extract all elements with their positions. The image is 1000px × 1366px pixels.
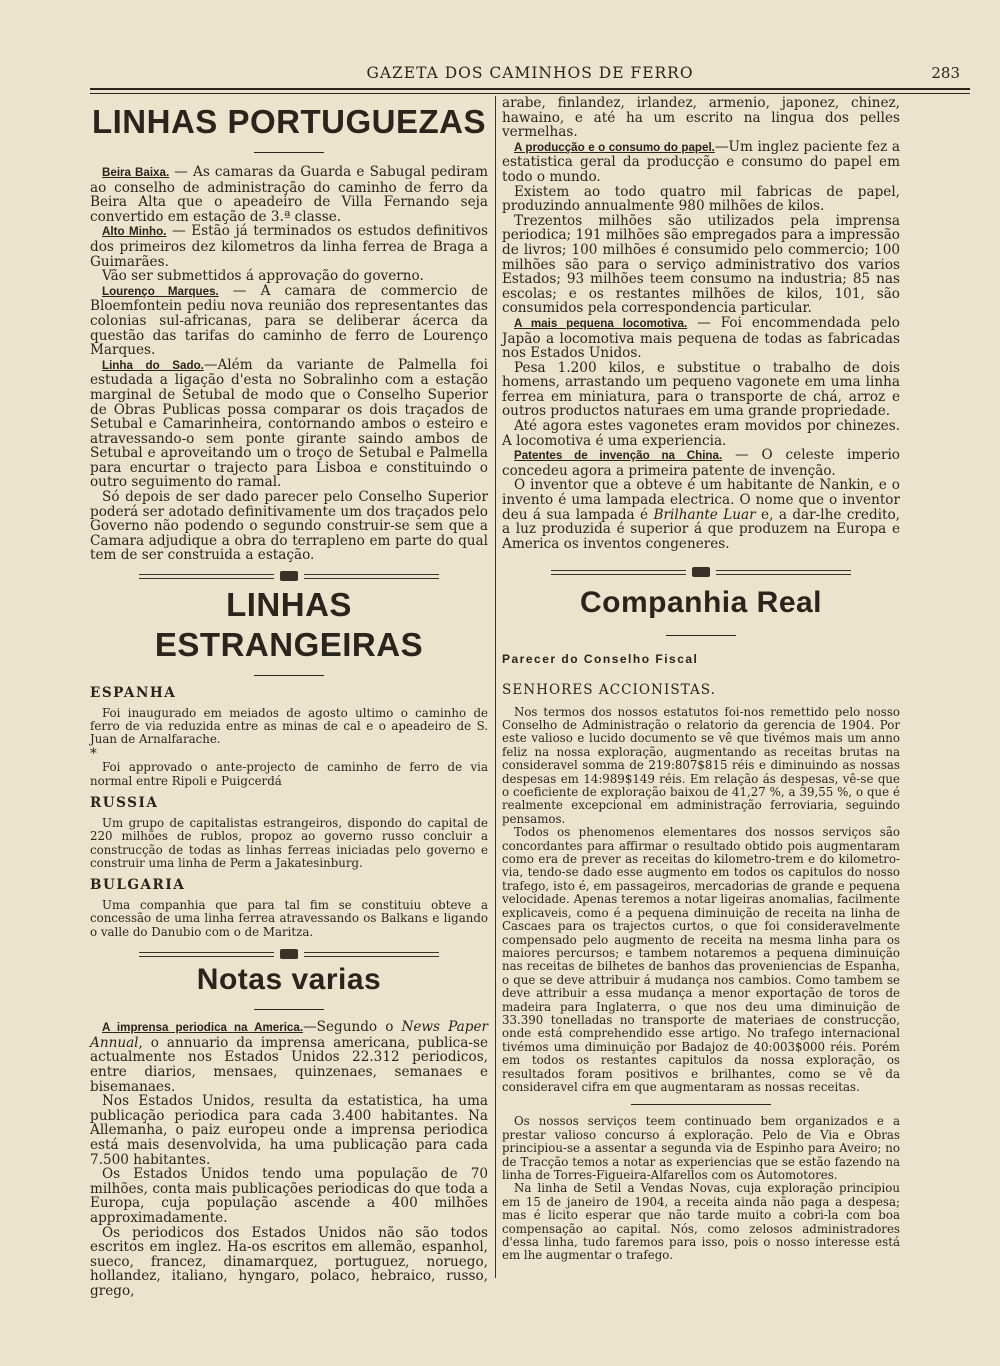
lead-lourenco-marques: Lourenço Marques. <box>102 284 219 298</box>
article-beira-baixa <box>90 165 488 224</box>
country-heading-bulgaria: BULGARIA <box>90 877 186 894</box>
left-column <box>90 96 488 1299</box>
section-title-companhia-real: Companhia Real <box>579 586 823 620</box>
article-text: e, a dar-lhe credito, a luz produzida é superior á que produzem na Europa e America os inventos congeneres. <box>502 506 900 552</box>
article-espanha-1: Foi inaugurado em meiados de agosto ultimo o caminho de ferro de via reduzida entre as minas de cal e o apeadeiro de S. Juan de Arnalfarache. <box>90 705 488 747</box>
lead-alto-minho: Alto Minho. <box>102 225 167 239</box>
ornament-icon <box>280 571 298 581</box>
header-rule <box>90 88 970 94</box>
article-espanha-2: Foi approvado o ante-projecto de caminho de ferro de via normal entre Ripoli e Puigcerdá <box>90 760 488 788</box>
parecer-heading: Parecer do Conselho Fiscal <box>502 652 699 667</box>
section-title-linhas-portuguezas: LINHAS PORTUGUEZAS <box>91 103 486 140</box>
country-heading-russia: RUSSIA <box>90 795 159 812</box>
lead-linha-do-sado: Linha do Sado. <box>102 358 204 372</box>
article-lourenco-marques <box>90 284 488 358</box>
article-text: Pesa 1.200 kilos, e substitue o trabalho de dois homens, arrastando um pequeno vagonete em uma linha ferrea em miniatura, para o transporte de chá, arroz e outros productos naturaes em uma grande propriedade. <box>502 359 900 420</box>
italic-title: News Paper Annual <box>90 1019 488 1051</box>
article-text: Nos Estados Unidos, resulta da estatistica, ha uma publicação periodica para cada 3.400 habitantes. Na Allemanha, o paiz europeu onde a imprensa periodica está mais desenvolvida, ha uma publicação para cada 7.500 habitantes. <box>90 1093 488 1168</box>
lead-imprensa: A imprensa periodica na America. <box>102 1021 304 1035</box>
article-text: Só depois de ser dado parecer pelo Conselho Superior poderá ser adotado definitivamente um dos traçados pelo Governo não podendo o segundo construir-se sem que a Camara adjudique a obra do terrapleno em parte do qual tem de ser construida a estação. <box>90 489 488 564</box>
article-text: —Segundo o <box>303 1019 402 1036</box>
lead-patentes: Patentes de invenção na China. <box>514 449 723 463</box>
article-imprensa <box>90 1020 488 1094</box>
publication-title: GAZETA DOS CAMINHOS DE FERRO <box>366 64 694 82</box>
article-text: O inventor que a obteve é um habitante de Nankin, e o invento é uma lampada electrica. O nome que o inventor deu á sua lampada é <box>502 477 900 523</box>
salutation: SENHORES ACCIONISTAS. <box>502 682 716 698</box>
ornament-divider <box>139 947 439 961</box>
lead-beira-baixa: Beira Baixa. <box>102 166 170 179</box>
article-alto-minho <box>90 224 488 269</box>
article-text: Até agora estes vagonetes eram movidos por chinezes. A locomotiva é uma experiencia. <box>502 418 900 449</box>
article-text: — Foi encommendada pelo Japão a locomotiva mais pequena de todas as fabricadas nos Estados Unidos. <box>502 314 900 362</box>
article-text: — O celeste imperio concedeu agora a primeira patente de invenção. <box>502 447 900 479</box>
article-text: Vão ser submettidos á approvação do governo. <box>102 268 424 285</box>
article-text: —Além da variante de Palmella foi estudada a ligação d'esta no Sobralinho com a estação marginal de Setubal de modo que o Conselho Superior de Obras Publicas possa comparar os dois traçados de Setubal e Camarinheira, contornando ambos o esteiro e atravessando-o sem ponte girante saindo ambos de Setubal e aproveitando um o troço de Setubal e Palmella para encurtar o trajecto para Lisboa e constituindo o outro seguimento do ramal. <box>90 356 488 491</box>
country-heading-espanha: ESPANHA <box>90 685 177 702</box>
section-title-linhas-estrangeiras: LINHAS ESTRANGEIRAS <box>154 586 424 664</box>
column-rule <box>495 96 496 1278</box>
article-papel <box>502 140 900 185</box>
section-rule <box>254 1009 324 1010</box>
article-linha-do-sado <box>90 358 488 490</box>
article-text: Os periodicos dos Estados Unidos não são todos escritos em inglez. Ha-os escritos em allemão, espanhol, sueco, francez, dinamarquez, portuguez, noruego, hollandez, italiano, hyngaro, polaco, hebraico, russo, grego, <box>90 1224 488 1299</box>
ornament-divider <box>139 569 439 583</box>
article-text: Os Estados Unidos tendo uma população de 70 milhões, conta mais publicações periodicas do que toda a Europa, cuja população ascende a 400 milhões approximadamente. <box>90 1166 488 1226</box>
article-text: arabe, finlandez, irlandez, armenio, japonez, chinez, hawaino, e até ha um escrito na lingua dos pelles vermelhas. <box>502 95 900 141</box>
article-patentes <box>502 448 900 478</box>
article-text: Na linha de Setil a Vendas Novas, cuja exploração principiou em 15 de janeiro de 1904, a receita ainda não paga a despesa; mas é licito esperar que não tarde muito a cobri-la com boa compensação ao capital. Nós, como zelosos administradores d'essa linha, tudo faremos para isso, pois o nosso interesse está em lhe augmentar o trafego. <box>502 1181 900 1263</box>
article-text: —Um inglez paciente fez a estatistica geral da producção e consumo do papel em todo o mundo. <box>502 138 900 185</box>
article-text <box>502 478 900 551</box>
section-rule <box>254 675 324 676</box>
article-text: — Estão já terminados os estudos definitivos dos primeiros dez kilometros da linha ferrea de Braga a Guimarães. <box>90 223 488 270</box>
article-bulgaria: Uma companhia que para tal fim se constituiu obteve a concessão de uma linha ferrea atravessando os Balkans e ligando o valle do Danubio com o de Maritza. <box>90 898 488 939</box>
italic-name: Brilhante Luar <box>653 506 756 523</box>
separator-star: * <box>90 745 97 762</box>
article-text: — As camaras da Guarda e Sabugal pediram ao conselho de administração do caminho de ferro da Beira Alta que o apeadeiro de Villa Fernando seja convertido em estação de 3.ª classe. <box>90 164 488 225</box>
running-head <box>90 64 970 88</box>
article-russia: Um grupo de capitalistas estrangeiros, dispondo do capital de 220 milhões de rublos, propoz ao governo russo concluir a construcção de todas as linhas ferreas iniciadas pelo governo e construir uma linha de Perm a Jakatesinburg. <box>90 815 488 871</box>
article-text: Os nossos serviços teem continuado bem organizados e a prestar valioso concurso á exploração. Pelo de Via e Obras principiou-se a assentar a segunda via de Espinho para Aveiro; no de Tracção temos a notar as experiencias que se estão fazendo na linha de Torres-Figueira-Alfarellos com os Automotores. <box>502 1114 900 1182</box>
article-text: Todos os phenomenos elementares dos nossos serviços são concordantes para affirmar o resultado obtido pois augmentaram como era de prever as receitas do kilometro-trem e do kilometro-via, tendo-se dado esse augmento em todos os capitulos do nosso trafego, isto é, em passageiros, mercadorias de grande e pequena velocidade. Apenas teremos a notar ligeiras anomalias, facilmente explicaveis, como é a pequena diminuição de receita na linha de Cascaes para os trajectos curtos, o que foi consideravelmente compensado pelo augmento de receita na mesma linha para os maiores percursos; e tambem notaremos a pequena diminuição nas receitas de bilhetes de banhos das proveniencias de Espanha, o que se deve attribuir á mudança nos cambios. Como tambem se deve attribuir a essa mudança a menor exportação de toros de madeira para Inglaterra, o que nos deu uma diminuição de 33.390 tonelladas no transporte de materiaes de construcção, onde está comprehendido esse artigo. No trafego internacional tivémos uma diminuição por Badajoz de 40:003$000 réis. Porém em todos os restantes capitulos da nossa exploração, os resultados foram positivos e brilhantes, como se vê da consideravel cifra em que augmentaram as nossas receitas. <box>502 825 900 1094</box>
ornament-icon <box>280 949 298 959</box>
article-text: Trezentos milhões são utilizados pela imprensa periodica; 191 milhões são empregados para a impressão de livros; 100 milhões é consumido pelo commercio; 100 milhões são para o serviço administrativo dos varios Estados; 93 milhões teem consumo na industria; 85 nas escolas; e os restantes milhões de kilos, 101, são consumidos pela correspondencia particular. <box>502 212 900 317</box>
section-title-notas-varias: Notas varias <box>196 963 382 997</box>
article-text: Existem ao todo quatro mil fabricas de papel, produzindo annualmente 980 milhões de kilos. <box>502 183 900 215</box>
lead-locomotiva: A mais pequena locomotiva. <box>514 316 688 330</box>
section-rule <box>631 1104 771 1105</box>
right-column <box>502 96 900 1263</box>
article-text: Nos termos dos nossos estatutos foi-nos remettido pelo nosso Conselho de Administração o relatorio da gerencia de 1904. Por este valioso e lucido documento se vê que tivémos mais um anno feliz na nossa exploração, augmentando as receitas brutas na consideravel somma de 219:807$815 réis e diminuindo as nossas despesas em 14:989$149 réis. Em relação ás despesas, vê-se que o coeficiente de exploração baixou de 41,27 %, a 39,55 %, o que é realmente excepcional em administração ferroviaria, seguindo pensamos. <box>502 704 900 826</box>
ornament-divider <box>551 565 851 579</box>
page-number: 283 <box>931 64 960 82</box>
section-rule <box>254 152 324 153</box>
ornament-icon <box>692 567 710 577</box>
article-text: , o annuario da imprensa americana, publica-se actualmente nos Estados Unidos 22.312 periodicos, entre diarios, mensaes, quinzenaes, semanaes e bisemanaes. <box>90 1034 488 1095</box>
section-rule <box>666 635 736 636</box>
article-text: — A camara de commercio de Bloemfontein pediu nova reunião dos representantes das colonias sul-africanas, para se deliberar ácerca da questão das tarifas do caminho de ferro de Lourenço Marques. <box>90 282 488 359</box>
lead-papel: A producção e o consumo do papel. <box>514 140 715 154</box>
article-locomotiva <box>502 316 900 361</box>
